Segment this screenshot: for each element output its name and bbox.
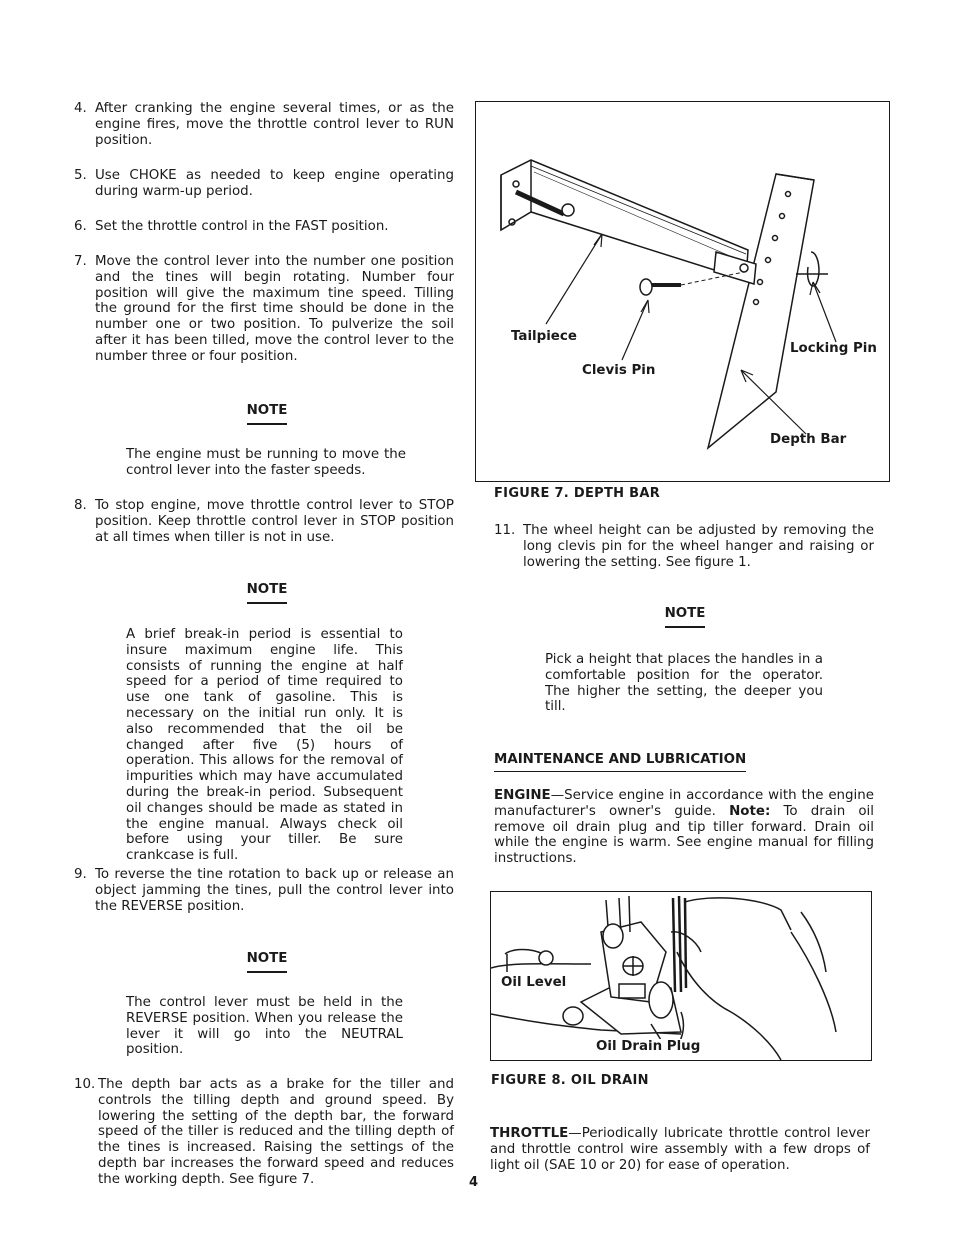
item-text: The depth bar acts as a brake for the tiller and controls the tilling depth and ground speed. By lowering the setting of the depth bar, the forward speed of the tiller is reduced and the tilling depth of the tines is increased. Raising the settings of the depth bar increases the forward speed and reduces the working depth. See figure 7. bbox=[98, 1077, 454, 1187]
note-heading: NOTE bbox=[545, 606, 825, 628]
label-oil-drain-plug: Oil Drain Plug bbox=[596, 1039, 701, 1054]
figure-7-caption: FIGURE 7. DEPTH BAR bbox=[494, 486, 661, 501]
throttle-text: —Periodically lubricate throttle control lever and throttle control wire assembly with a few drops of light oil (SAE 10 or 20) for ease of operation. bbox=[490, 1126, 870, 1173]
engine-paragraph bbox=[494, 788, 874, 867]
list-item bbox=[74, 101, 454, 148]
item-text: Move the control lever into the number one position and the tines will begin rotating. Number four position will give the maximum tine speed. Tilling the ground for the first time should be done in the number one or two position. To pulverize the soil after it has been tilled, move the control lever to the number three or four position. bbox=[95, 254, 454, 364]
list-item bbox=[74, 867, 454, 914]
engine-label: ENGINE bbox=[494, 788, 551, 803]
note-heading: NOTE bbox=[126, 403, 408, 425]
item-text: Set the throttle control in the FAST position. bbox=[95, 219, 389, 234]
list-item bbox=[74, 168, 454, 200]
list-item bbox=[494, 523, 874, 570]
item-number: 11. bbox=[494, 523, 516, 538]
item-number: 5. bbox=[74, 168, 87, 183]
engine-text: —Service engine in accordance with the engine manufacturer's owner's guide. bbox=[494, 788, 874, 819]
list-item bbox=[74, 498, 454, 545]
throttle-paragraph bbox=[490, 1126, 870, 1173]
label-depth-bar: Depth Bar bbox=[770, 432, 847, 447]
list-item bbox=[74, 254, 454, 365]
list-item bbox=[74, 1077, 454, 1188]
note-text: The control lever must be held in the REVERSE position. When you release the lever it will go into the NEUTRAL position. bbox=[126, 995, 403, 1058]
figure-oil-drain bbox=[490, 891, 872, 1061]
note-text: The engine must be running to move the control lever into the faster speeds. bbox=[126, 447, 406, 478]
label-clevis-pin: Clevis Pin bbox=[582, 363, 656, 378]
item-number: 9. bbox=[74, 867, 87, 882]
item-number: 4. bbox=[74, 101, 87, 116]
item-text: After cranking the engine several times, or as the engine fires, move the throttle control lever to RUN position. bbox=[95, 101, 454, 148]
page-number: 4 bbox=[469, 1175, 479, 1190]
depth-bar-illustration bbox=[476, 102, 889, 481]
note-text: To drain oil remove oil drain plug and tip tiller forward. Drain oil while the engine is warm. See engine manual for filling instructions. bbox=[494, 803, 874, 867]
item-text: To stop engine, move throttle control lever to STOP position. Keep throttle control lever in STOP position at all times when tiller is not in use. bbox=[95, 498, 454, 545]
note-text: Pick a height that places the handles in a comfortable position for the operator. The higher the setting, the deeper you till. bbox=[545, 652, 823, 715]
label-oil-level: Oil Level bbox=[501, 975, 567, 990]
label-tailpiece: Tailpiece bbox=[511, 329, 577, 344]
note-label: Note: bbox=[729, 803, 771, 819]
note-text: A brief break-in period is essential to insure maximum engine life. This consists of running the engine at half speed for a period of time required to use one tank of gasoline. This is necessary on the initial run only. It is also recommended that the oil be changed after five (5) hours of operation. This allows for the removal of impurities which may have accumulated during the break-in period. Subsequent oil changes should be made as stated in the engine manual. Always check oil before using your tiller. Be sure crankcase is full. bbox=[126, 627, 403, 864]
item-text: Use CHOKE as needed to keep engine operating during warm-up period. bbox=[95, 168, 454, 199]
label-locking-pin: Locking Pin bbox=[790, 341, 877, 356]
item-number: 6. bbox=[74, 219, 87, 234]
item-number: 8. bbox=[74, 498, 87, 513]
note-heading: NOTE bbox=[126, 951, 408, 973]
maintenance-heading: MAINTENANCE AND LUBRICATION bbox=[494, 752, 746, 772]
item-number: 10. bbox=[74, 1077, 96, 1092]
figure-8-caption: FIGURE 8. OIL DRAIN bbox=[491, 1073, 649, 1088]
figure-depth-bar bbox=[475, 101, 890, 482]
item-text: The wheel height can be adjusted by removing the long clevis pin for the wheel hanger and raising or lowering the setting. See figure 1. bbox=[523, 523, 874, 570]
list-item bbox=[74, 219, 454, 235]
note-heading: NOTE bbox=[126, 582, 408, 604]
item-number: 7. bbox=[74, 254, 87, 269]
item-text: To reverse the tine rotation to back up or release an object jamming the tines, pull the control lever into the REVERSE position. bbox=[95, 867, 454, 914]
throttle-label: THROTTLE bbox=[490, 1126, 569, 1141]
